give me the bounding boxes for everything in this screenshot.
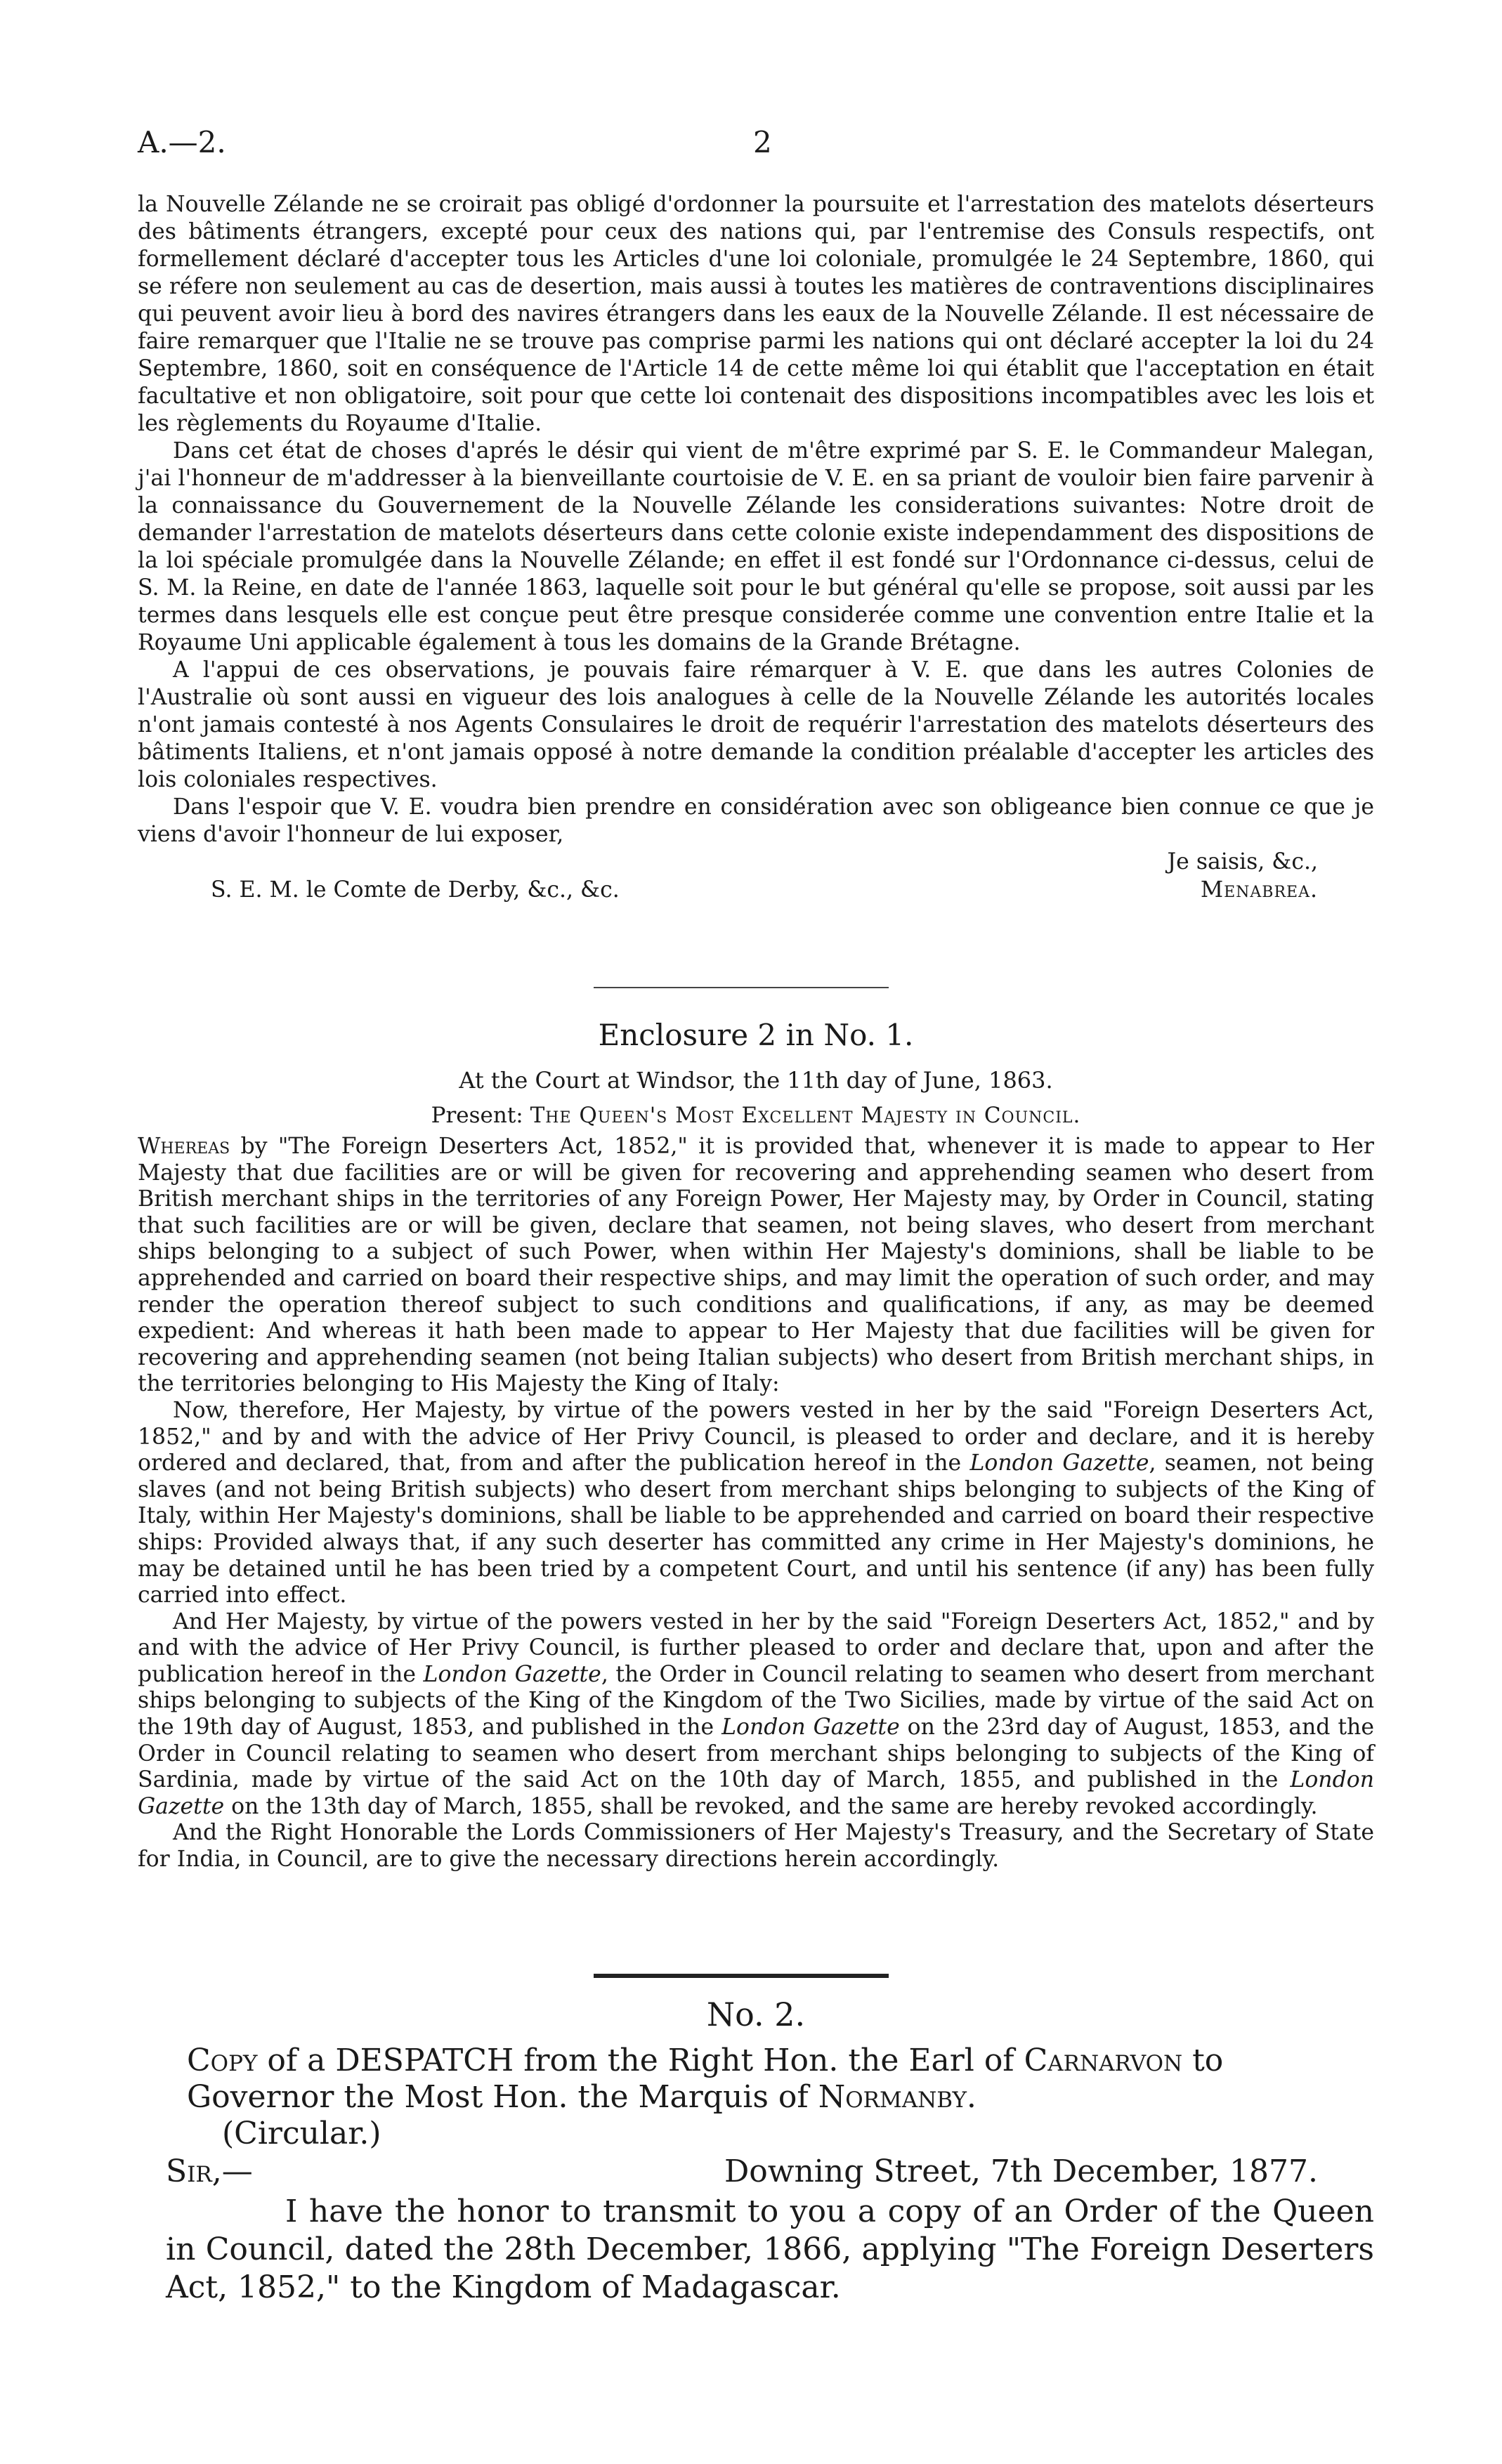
copy-word: Copy: [187, 2043, 258, 2078]
despatch-body: I have the honor to transmit to you a copy of an Order of the Queen in Council, dated the 28th December, 1866, applying "The Foreign Deserters Act, 1852," to the Kingdom of Madagascar.: [166, 2194, 1374, 2305]
french-paragraph: la Nouvelle Zélande ne se croirait pas obligé d'ordonner la poursuite et l'arrestation des matelots déserteurs des bâtiments étrangers, excepté pour ceux des nations qui, par l'entremise des Consuls respectifs, ont formellement déclaré d'accepter tous les Articles d'une loi coloniale, promulgée le 24 Septembre, 1860, qui se réfere non seulement au cas de desertion, mais aussi à toutes les matières de contraventions disciplinaires qui peuvent avoir lieu à bord des navires étrangers dans les eaux de la Nouvelle Zélande. Il est nécessaire de faire remarquer que l'Italie ne se trouve pas comprise parmi les nations qui ont déclaré accepter la loi du 24 Septembre, 1860, soit en conséquence de l'Article 14 de cette même loi qui établit que l'acceptation en était facultative et non obligatoire, soit pour que cette loi contenait des dispositions incompatibles avec les lois et les règlements du Royaume d'Italie.: [138, 192, 1374, 436]
order-paragraph: [138, 1398, 1374, 1609]
present-label: Present:: [431, 1103, 523, 1128]
circular-label: (Circular.): [222, 2116, 381, 2151]
order-text: , seamen, not being slaves (and not being British subjects) who desert from merchant ships belonging to subjects of the King of Italy, within Her Majesty's dominions, shall be liable to be apprehended and carried on board their respective ships: Provided always that, if any such deserter has committed any crime in Her Majesty's dominions, he may be detained until he has been tried by a competent Court, and until his sentence (if any) has been fully carried into effect.: [138, 1450, 1374, 1608]
present-text: The Queen's Most Excellent Majesty in Council.: [530, 1103, 1081, 1128]
letter-signature-block: [138, 848, 1374, 903]
french-letter: [138, 191, 1374, 903]
place-date: Downing Street, 7th December, 1877.: [724, 2154, 1318, 2189]
despatch-title: [138, 2043, 1374, 2116]
salutation-row: [138, 2154, 1374, 2193]
court-line: At the Court at Windsor, the 11th day of June, 1863.: [459, 1067, 1053, 1094]
carnarvon-name: Carnarvon: [1024, 2043, 1183, 2078]
french-paragraph: Dans l'espoir que V. E. voudra bien prendre en considération avec son obligeance bien connue ce que je viens d'avoir l'honneur de lui exposer,: [138, 794, 1374, 847]
gazette-title: London Gazette: [969, 1450, 1149, 1476]
order-text: on the 23rd day of August, 1853, and the Order in Council relating to seamen who desert from merchant ships belonging to subjects of the King of Sardinia, made by virtue of the said Act on the 10th day of March, 1855, and published in the: [138, 1715, 1374, 1793]
order-paragraph: [138, 1609, 1374, 1821]
french-paragraph: A l'appui de ces observations, je pouvais faire rémarquer à V. E. que dans les autres Colonies de l'Australie où sont aussi en vigueur des lois analogues à celle de la Nouvelle Zélande les autorités locales n'ont jamais contesté à nos Agents Consulaires le droit de requérir l'arrestation des matelots déserteurs des bâtiments Italiens, et n'ont jamais opposé à notre demande la condition préalable d'accepter les articles des lois coloniales respectives.: [138, 657, 1374, 792]
gazette-title: London Gazette: [423, 1661, 601, 1687]
despatch-section: [138, 1995, 1374, 2307]
section-divider-bold: [594, 1974, 889, 1978]
french-paragraph: Dans cet état de choses d'aprés le désir qui vient de m'être exprimé par S. E. le Commandeur Malegan, j'ai l'honneur de m'addresser à la bienveillante courtoisie de V. E. en sa priant de vouloir bien faire parvenir à la connaissance du Gouvernement de la Nouvelle Zélande les considerations suivantes: Notre droit de demander l'arrestation de matelots déserteurs dans cette colonie existe independamment des dispositions de la loi spéciale promulgée dans la Nouvelle Zélande; en effet il est fondé sur l'Ordonnance ci-dessus, celui de S. M. la Reine, en date de l'année 1863, laquelle soit pour le but général qu'elle se propose, soit aussi par les termes dans lesquels elle est conçue peut être presque considerée comme une convention entre Italie et la Royaume Uni applicable également à tous les domains de la Grande Brétagne.: [138, 438, 1374, 655]
despatch-number: No. 2.: [706, 1996, 806, 2033]
gazette-title: London Gazette: [138, 1767, 1374, 1819]
letter-closing: Je saisis, &c.,: [1167, 849, 1318, 874]
page-header: [138, 125, 1374, 174]
letter-signature: Menabrea.: [1200, 877, 1318, 903]
order-text: on the 13th day of March, 1855, shall be revoked, and the same are hereby revoked accordingly.: [224, 1793, 1318, 1819]
order-text: And Her Majesty, by virtue of the powers vested in her by the said "Foreign Deserters Act, 1852," and by and with the advice of Her Privy Council, is further pleased to order and declare that, upon and after the publication hereof in the: [138, 1608, 1374, 1687]
despatch-title-text: to Governor the Most Hon. the Marquis of: [187, 2043, 1224, 2115]
gazette-title: London Gazette: [721, 1715, 900, 1741]
salutation: Sir,—: [166, 2154, 253, 2189]
enclosure-title: Enclosure 2 in No. 1.: [598, 1018, 914, 1052]
normanby-name: Normanby.: [818, 2079, 977, 2115]
order-text: Now, therefore, Her Majesty, by virtue of the powers vested in her by the said "Foreign Deserters Act, 1852," and by and with the advice of Her Privy Council, is pleased to order and declare, and it is hereby ordered and declared, that, from and after the publication hereof in the: [138, 1397, 1374, 1476]
order-paragraph: And the Right Honorable the Lords Commissioners of Her Majesty's Treasury, and the Secretary of State for India, in Council, are to give the necessary directions herein accordingly.: [138, 1820, 1374, 1873]
despatch-title-text: of a DESPATCH from the Right Hon. the Earl of: [257, 2043, 1024, 2078]
letter-addressee: S. E. M. le Comte de Derby, &c., &c.: [211, 877, 620, 903]
page-number: 2: [753, 125, 772, 159]
whereas-word: Whereas: [138, 1134, 230, 1159]
enclosure-section: [138, 1017, 1374, 1873]
order-text: , the Order in Council relating to seamen who desert from merchant ships belonging to subjects of the King of the Kingdom of the Two Sicilies, made by virtue of the said Act on the 19th day of August, 1853, and published in the: [138, 1661, 1374, 1741]
section-divider: [594, 987, 889, 988]
order-in-council-body: [138, 1134, 1374, 1873]
document-reference: A.—2.: [138, 125, 226, 159]
present-line: [138, 1101, 1374, 1129]
order-paragraph: [138, 1134, 1374, 1398]
order-text: by "The Foreign Deserters Act, 1852," it is provided that, whenever it is made to appear to Her Majesty that due facilities are or will be given for recovering and apprehending seamen who desert from British merchant ships in the territories of any Foreign Power, Her Majesty may, by Order in Council, stating that such facilities are or will be given, declare that seamen, not being slaves, who desert from merchant ships belonging to a subject of such Power, when within Her Majesty's dominions, shall be liable to be apprehended and carried on board their respective ships, and may limit the operation of such order, and may render the operation thereof subject to such conditions and qualifications, if any, as may be deemed expedient: And whereas it hath been made to appear to Her Majesty that due facilities will be given for recovering and apprehending seamen (not being Italian subjects) who desert from British merchant ships, in the territories belonging to His Majesty the King of Italy:: [138, 1134, 1374, 1397]
